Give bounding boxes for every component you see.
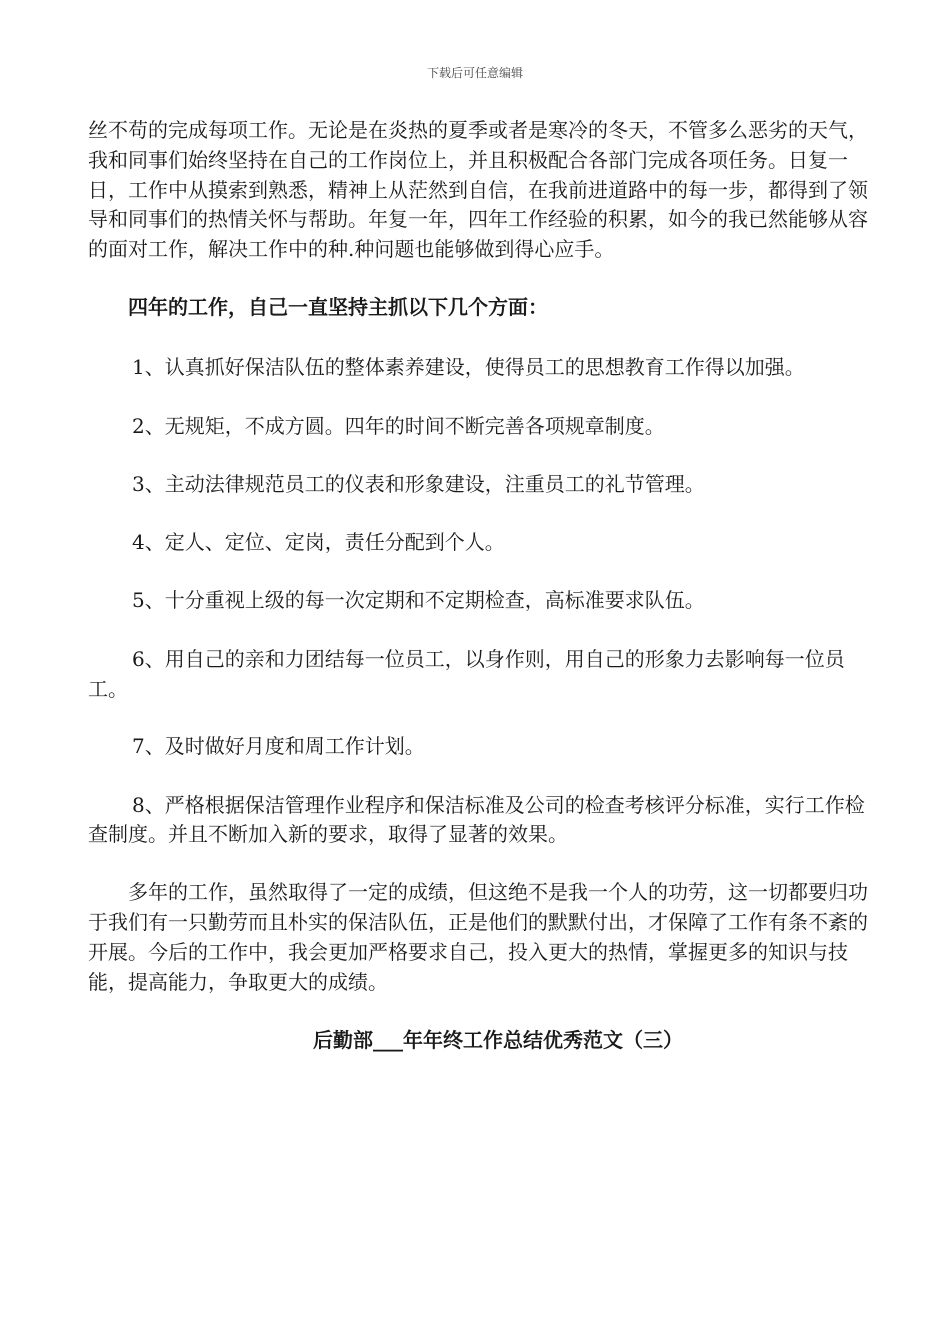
- list-item-4: 4、定人、定位、定岗，责任分配到个人。: [132, 530, 505, 555]
- list-item-1: 1、认真抓好保洁队伍的整体素养建设，使得员工的思想教育工作得以加强。: [132, 355, 805, 380]
- section-heading: 四年的工作，自己一直坚持主抓以下几个方面：: [128, 295, 548, 320]
- intro-paragraph: 丝不苟的完成每项工作。无论是在炎热的夏季或者是寒冷的冬天，不管多么恶劣的天气，我和同事们始终坚持在自己的工作岗位上，并且积极配合各部门完成各项任务。日复一日，工作中从摸索到熟悉，精神上从茫然到自信，在我前进道路中的每一步，都得到了领导和同事们的热情关怀与帮助。年复一年，四年工作经验的积累，如今的我已然能够从容的面对工作，解决工作中的种.种问题也能够做到得心应手。: [88, 118, 868, 262]
- list-item-6: 6、用自己的亲和力团结每一位员工，以身作则，用自己的形象力去影响每一位员工。: [88, 646, 845, 701]
- closing-paragraph: 多年的工作，虽然取得了一定的成绩，但这绝不是我一个人的功劳，这一切都要归功于我们有一只勤劳而且朴实的保洁队伍，正是他们的默默付出，才保障了工作有条不紊的开展。今后的工作中，我会更加严格要求自己，投入更大的热情，掌握更多的知识与技能，提高能力，争取更大的成绩。: [88, 880, 868, 994]
- list-item-8: 8、严格根据保洁管理作业程序和保洁标准及公司的检查考核评分标准，实行工作检查制度。并且不断加入新的要求，取得了显著的效果。: [88, 792, 865, 847]
- list-item-5: 5、十分重视上级的每一次定期和不定期检查，高标准要求队伍。: [132, 588, 705, 613]
- list-item-3: 3、主动法律规范员工的仪表和形象建设，注重员工的礼节管理。: [132, 471, 705, 496]
- page-header: 下载后可任意编辑: [426, 66, 523, 80]
- list-item-7: 7、及时做好月度和周工作计划。: [132, 734, 425, 759]
- section-title: 后勤部___年年终工作总结优秀范文（三）: [313, 1027, 683, 1052]
- list-item-2: 2、无规矩，不成方圆。四年的时间不断完善各项规章制度。: [132, 413, 665, 438]
- document-body: [88, 116, 878, 1084]
